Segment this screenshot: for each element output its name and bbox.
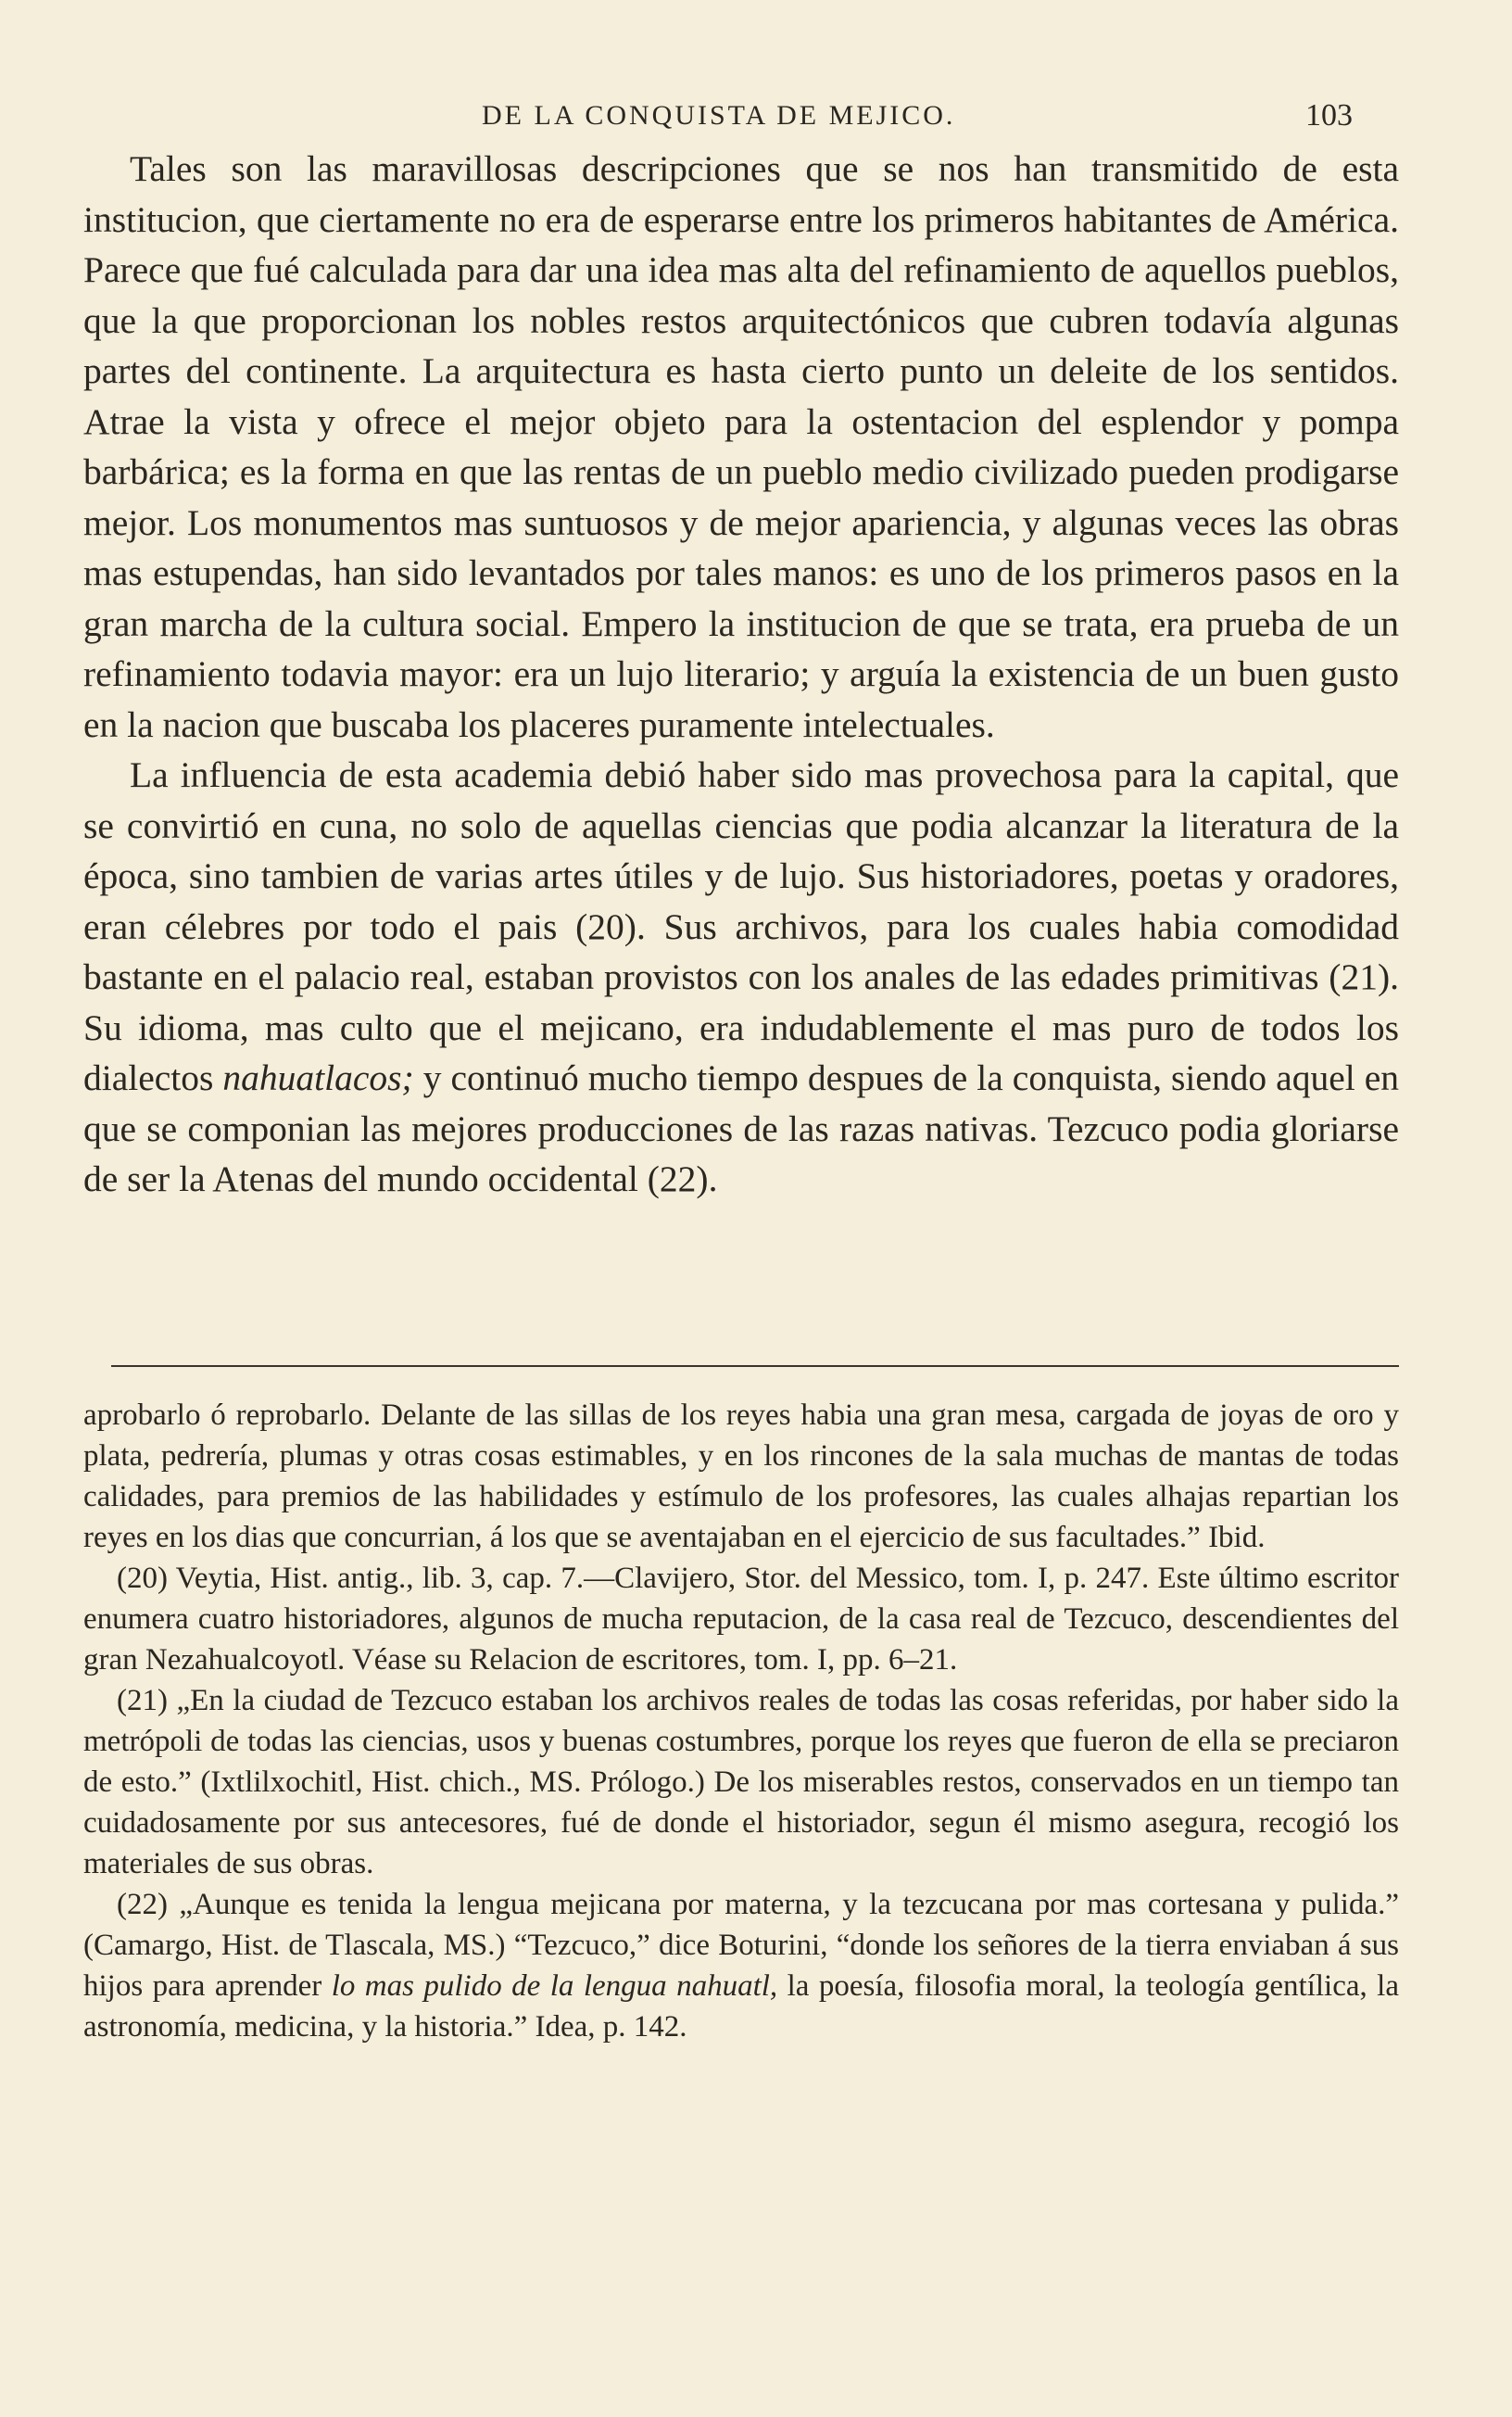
paragraph-2-italic: nahuatlacos; bbox=[222, 1057, 414, 1098]
paragraph-1: Tales son las maravillosas descripciones que se nos han transmitido de esta institucion, que ciertamente no era de esperarse entre los primeros habitantes de América. Parece que fué calculada para dar una idea mas alta del refinamiento de aquellos pueblos, que la que proporcionan los nobles restos arquitectónicos que cubren todavía algunas partes del continente. La arquitectura es hasta cierto punto un deleite de los sentidos. Atrae la vista y ofrece el mejor objeto para la ostentacion del esplendor y pompa barbárica; es la forma en que las rentas de un pueblo medio civilizado pueden prodigarse mejor. Los monumentos mas suntuosos y de mejor apariencia, y algunas veces las obras mas estupendas, han sido levantados por tales manos: es uno de los primeros pasos en la gran marcha de la cultura social. Empero la institucion de que se trata, era prueba de un refinamiento todavia mayor: era un lujo literario; y arguía la existencia de un buen gusto en la nacion que buscaba los placeres puramente intelectuales. bbox=[83, 148, 1399, 745]
footnote-22-part-b: la poesía, filosofia moral, la teología gentílica, la astronomía, medicina, y la historia.” Idea, p. 142. bbox=[83, 1969, 1399, 2044]
footnote-22 bbox=[83, 1884, 1399, 2047]
footnote-21: (21) „En la ciudad de Tezcuco estaban los archivos reales de todas las cosas referidas, por haber sido la metrópoli de todas las ciencias, usos y buenas costumbres, porque los reyes que fueron de ella se preciaron de esto.” (Ixtlilxochitl, Hist. chich., MS. Prólogo.) De los miserables restos, conservados en un tiempo tan cuidadosamente por sus antecesores, fué de donde el historiador, segun él mismo asegura, recogió los materiales de sus obras. bbox=[83, 1684, 1399, 1880]
main-text bbox=[83, 144, 1399, 1205]
running-title: DE LA CONQUISTA DE MEJICO. bbox=[482, 100, 956, 131]
page-number: 103 bbox=[1305, 98, 1353, 133]
footnote-20: (20) Veytia, Hist. antig., lib. 3, cap. 7.—Clavijero, Stor. del Messico, tom. I, p. 247. Este último escritor enumera cuatro historiadores, algunos de mucha reputacion, de la casa real de Tezcuco, descendientes del gran Nezahualcoyotl. Véase su Relacion de escritores, tom. I, pp. 6–21. bbox=[83, 1562, 1399, 1677]
footnote-22-italic: lo mas pulido de la lengua nahuatl, bbox=[331, 1969, 778, 2003]
footnote-divider bbox=[111, 1365, 1399, 1367]
running-head bbox=[83, 93, 1353, 139]
paragraph-2 bbox=[83, 750, 1399, 1205]
paragraph-2-part-a: La influencia de esta academia debió haber sido mas provechosa para la capital, que se convirtió en cuna, no solo de aquellas ciencias que podia alcanzar la literatura de la época, sino tambien de varias artes útiles y de lujo. Sus historiadores, poetas y oradores, eran célebres por todo el pais (20). Sus archivos, para los cuales habia comodidad bastante en el palacio real, estaban provistos con los anales de las edades primitivas (21). Su idioma, mas culto que el mejicano, era indudablemente el mas puro de todos los dialectos bbox=[83, 754, 1399, 1098]
paragraph-2-part-b: y continuó mucho tiempo despues de la conquista, siendo aquel en que se componian las mejores producciones de las razas nativas. Tezcuco podia gloriarse de ser la Atenas del mundo occidental (22). bbox=[83, 1057, 1400, 1199]
footnotes bbox=[83, 1395, 1399, 2047]
footnote-22-part-a: (22) „Aunque es tenida la lengua mejicana por materna, y la tezcucana por mas cortesana y pulida.” (Camargo, Hist. de Tlascala, MS.) “Tezcuco,” dice Boturini, “donde los señores de la tierra enviaban á sus hijos para aprender bbox=[83, 1888, 1399, 2003]
footnote-continuation: aprobarlo ó reprobarlo. Delante de las sillas de los reyes habia una gran mesa, cargada de joyas de oro y plata, pedrería, plumas y otras cosas estimables, y en los rincones de la sala muchas de mantas de todas calidades, para premios de las habilidades y estímulo de los profesores, las cuales alhajas repartian los reyes en los dias que concurrian, á los que se aventajaban en el ejercicio de sus facultades.” Ibid. bbox=[83, 1398, 1399, 1554]
